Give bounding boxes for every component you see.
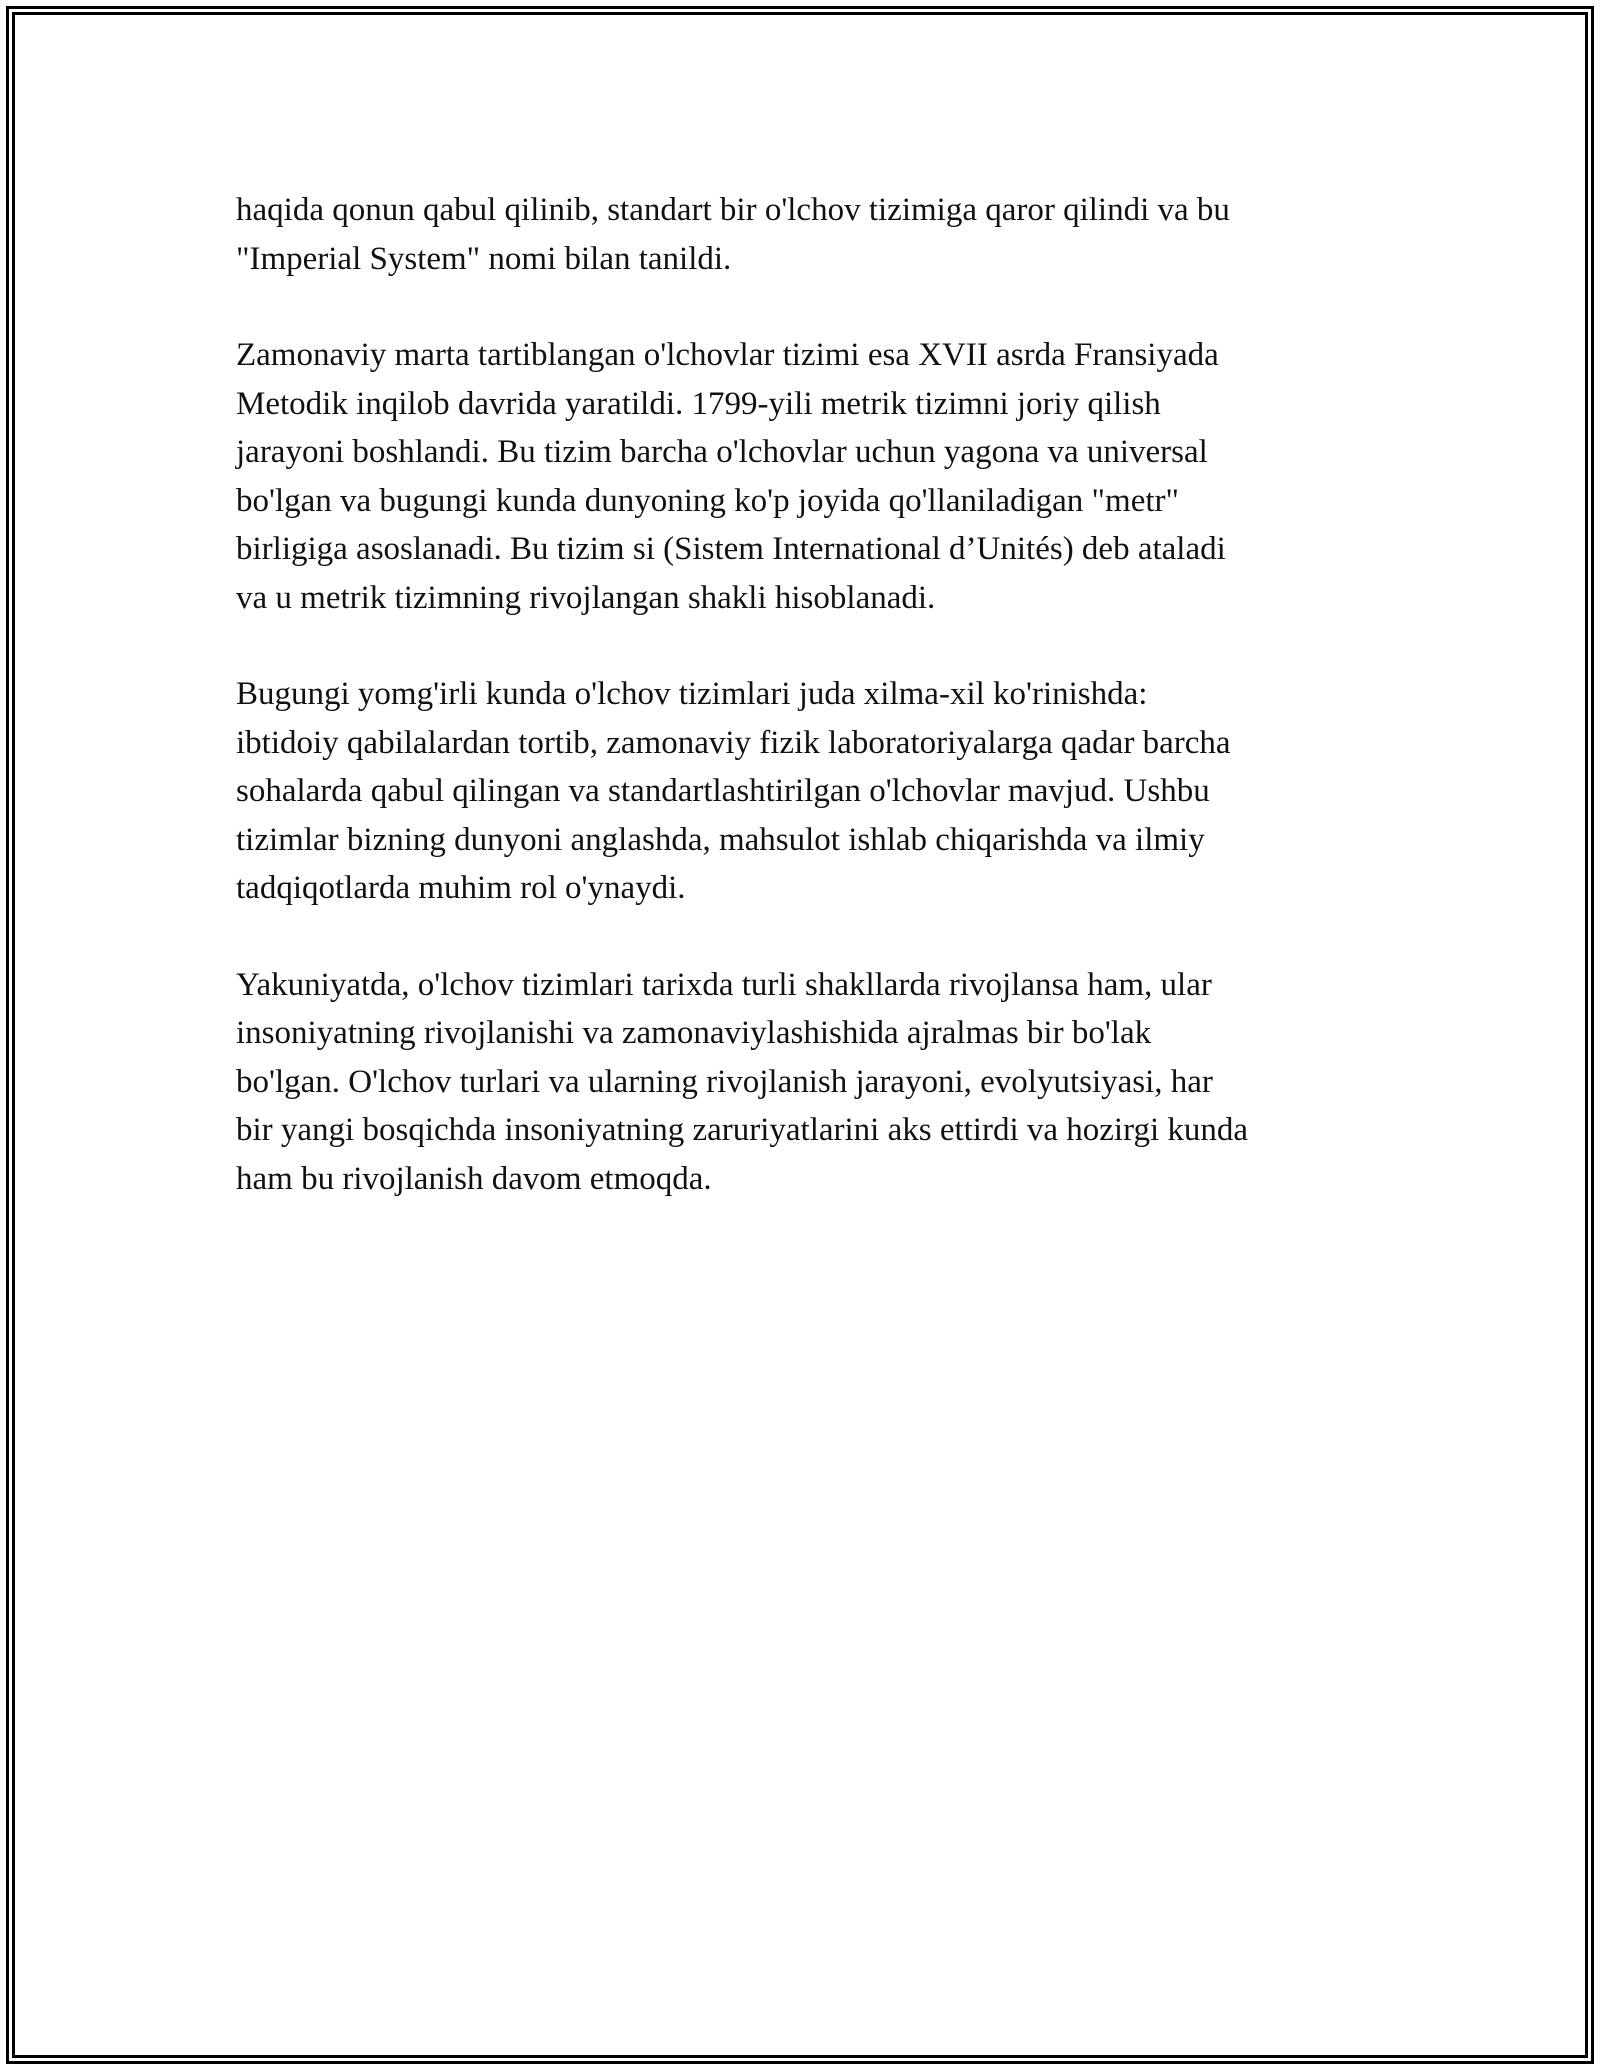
text-line: Bugungi yomg'irli kunda o'lchov tizimlari juda xilma-xil ko'rinishda: bbox=[236, 676, 1148, 712]
text-line: insoniyatning rivojlanishi va zamonaviylashishida ajralmas bir bo'lak bbox=[236, 1015, 1152, 1051]
text-line: bo'lgan va bugungi kunda dunyoning ko'p joyida qo'llaniladigan "metr" bbox=[236, 482, 1179, 519]
text-line: ham bu rivojlanish davom etmoqda. bbox=[236, 1160, 712, 1197]
paragraph-1 bbox=[236, 186, 1366, 283]
text-line: "Imperial System" nomi bilan tanildi. bbox=[236, 240, 732, 277]
document-body bbox=[236, 186, 1366, 1251]
text-line: ibtidoiy qabilalardan tortib, zamonaviy fizik laboratoriyalarga qadar barcha bbox=[236, 724, 1231, 761]
text-line: birligiga asoslanadi. Bu tizim si (Sistem International d’Unités) deb ataladi bbox=[236, 531, 1226, 567]
paragraph-4 bbox=[236, 961, 1366, 1204]
text-line: va u metrik tizimning rivojlangan shakli hisoblanadi. bbox=[236, 579, 936, 616]
text-line: Metodik inqilob davrida yaratildi. 1799-yili metrik tizimni joriy qilish bbox=[236, 385, 1161, 422]
text-line: sohalarda qabul qilingan va standartlashtirilgan o'lchovlar mavjud. Ushbu bbox=[236, 773, 1210, 809]
text-line: bo'lgan. O'lchov turlari va ularning rivojlanish jarayoni, evolyutsiyasi, har bbox=[236, 1063, 1213, 1100]
text-line: jarayoni boshlandi. Bu tizim barcha o'lchovlar uchun yagona va universal bbox=[236, 434, 1208, 470]
text-line: bir yangi bosqichda insoniyatning zaruriyatlarini aks ettirdi va hozirgi kunda bbox=[236, 1112, 1249, 1148]
text-line: tizimlar bizning dunyoni anglashda, mahsulot ishlab chiqarishda va ilmiy bbox=[236, 821, 1205, 858]
text-line: haqida qonun qabul qilinib, standart bir o'lchov tizimiga qaror qilindi va bu bbox=[236, 192, 1230, 228]
text-line: Yakuniyatda, o'lchov tizimlari tarixda turli shakllarda rivojlansa ham, ular bbox=[236, 966, 1212, 1003]
text-line: tadqiqotlarda muhim rol o'ynaydi. bbox=[236, 870, 686, 906]
paragraph-3 bbox=[236, 670, 1366, 913]
text-line: Zamonaviy marta tartiblangan o'lchovlar tizimi esa XVII asrda Fransiyada bbox=[236, 337, 1219, 373]
paragraph-2 bbox=[236, 331, 1366, 622]
